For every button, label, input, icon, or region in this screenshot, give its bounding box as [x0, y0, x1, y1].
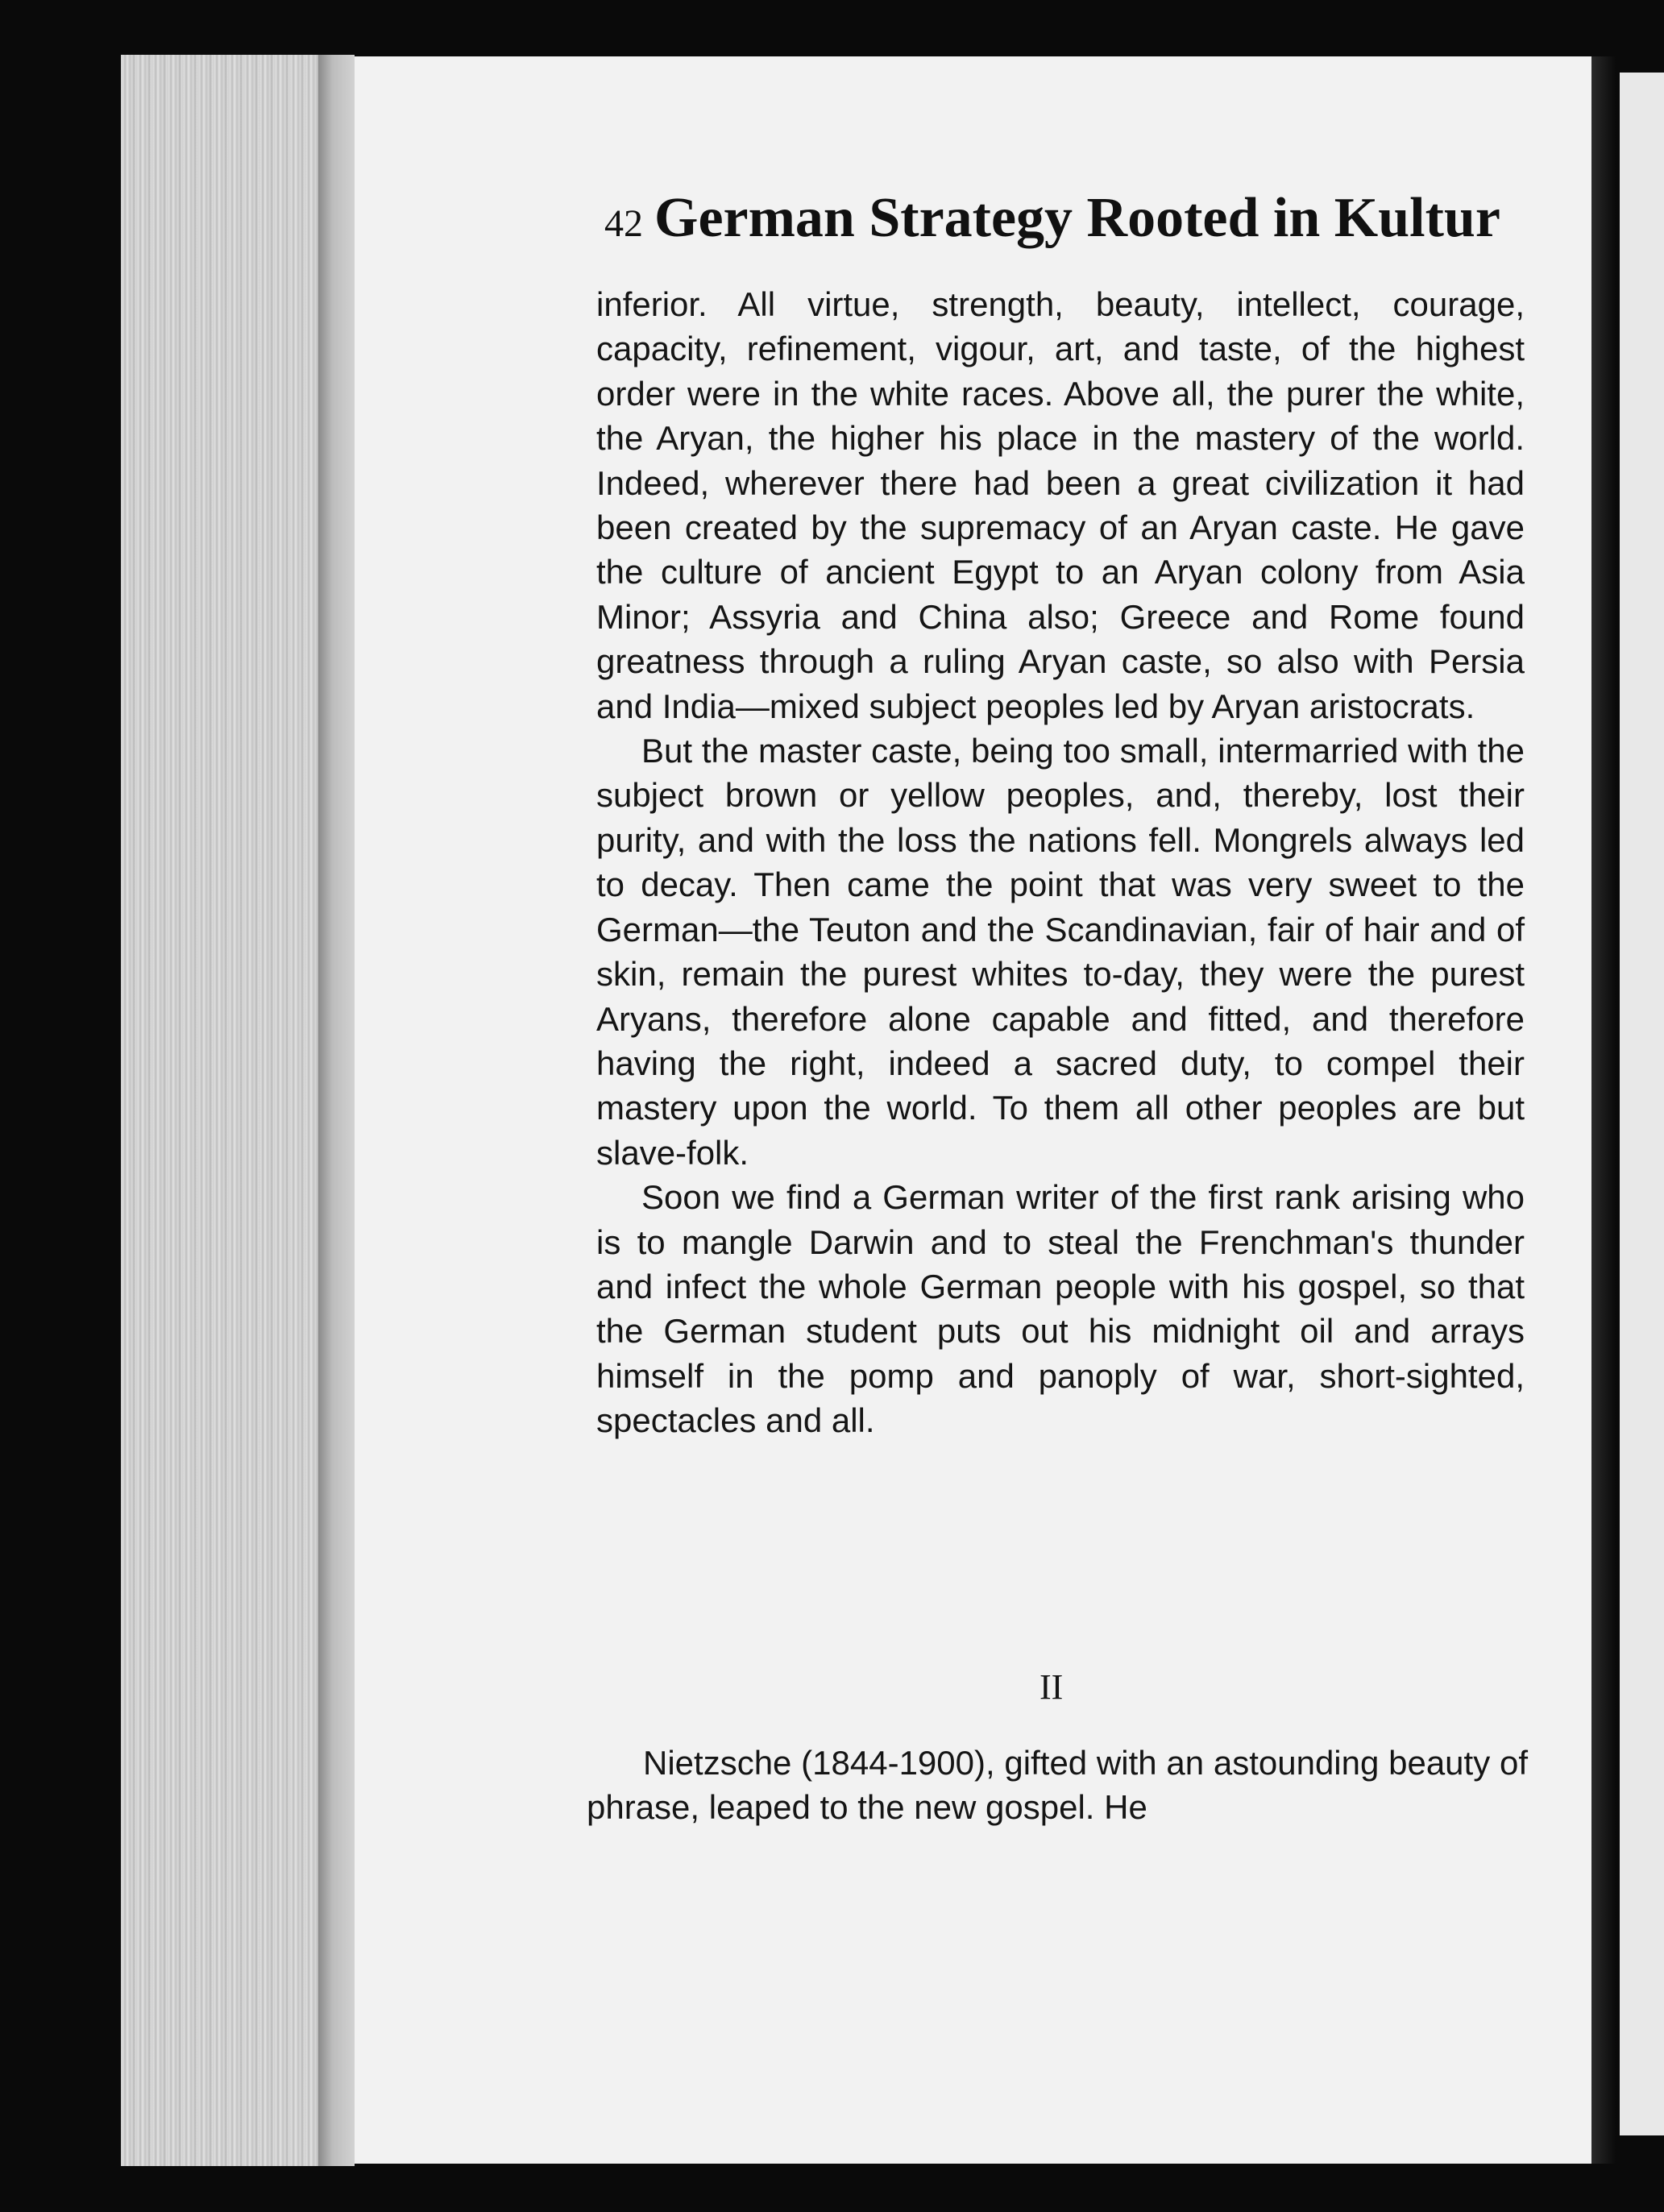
page-number: 42 [604, 202, 643, 245]
section-heading: II [1039, 1667, 1064, 1707]
body-text [596, 282, 1525, 1443]
section-body [587, 1741, 1528, 1830]
running-header [604, 187, 1604, 249]
paragraph-2: But the master caste, being too small, intermarried with the subject brown or yellow peoples, and, thereby, lost their purity, and with the loss the nations fell. Mongrels always led to decay. Then came the point that was very sweet to the German—the Teuton and the Scandinavian, fair of hair and of skin, remain the purest whites to-day, they were the purest Aryans, therefore alone capable and fitted, and therefore having the right, indeed a sacred duty, to compel their mastery upon the world. To them all other peoples are but slave-folk. [596, 732, 1525, 1172]
binding-shadow [318, 55, 355, 2166]
running-title: German Strategy Rooted in Kultur [654, 187, 1500, 249]
paragraph-1: inferior. All virtue, strength, beauty, intellect, courage, capacity, refinement, vigour, art, and taste, of the highest order were in the white races. Above all, the purer the white, the Aryan, the higher his place in the mastery of the world. Indeed, wherever there had been a great civilization it had been created by the supremacy of an Aryan caste. He gave the culture of ancient Egypt to an Aryan colony from Asia Minor; Assyria and China also; Greece and Rome found greatness through a ruling Aryan caste, so also with Persia and India—mixed subject peoples led by Aryan aristocrats. [596, 285, 1525, 725]
page-shadow [1591, 56, 1616, 2164]
paragraph-3: Soon we find a German writer of the first rank arising who is to mangle Darwin and to steal the Frenchman's thunder and infect the whole German people with his gospel, so that the German student puts out his midnight oil and arrays himself in the pomp and panoply of war, short-sighted, spectacles and all. [596, 1178, 1525, 1440]
section-paragraph: Nietzsche (1844-1900), gifted with an astounding beauty of phrase, leaped to the new gospel. He [587, 1744, 1528, 1827]
next-page-edge [1620, 73, 1664, 2135]
